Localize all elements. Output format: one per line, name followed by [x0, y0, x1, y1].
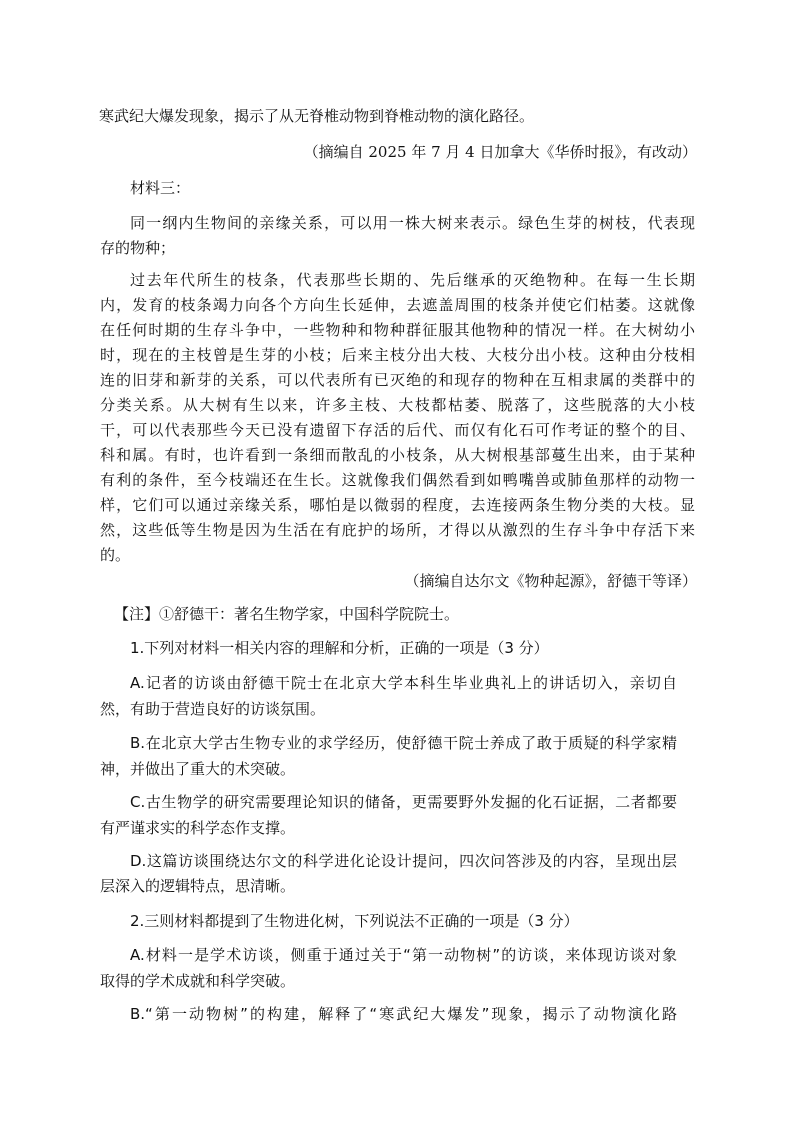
- option-b-line1: B.“第一动物树”的构建，解释了“寒武纪大爆发”现象，揭示了动物演化路: [130, 1005, 677, 1023]
- text-line: 分类关系。从大树有生以来，许多主枝、大枝都枯萎、脱落了，这些脱落的大小枝: [100, 396, 695, 414]
- question-2: 2.三则材料都提到了生物进化树，下列说法不正确的一项是（3 分）: [130, 912, 579, 930]
- text-line: 内，发育的枝条竭力向各个方向生长延伸，去遮盖周围的枝条并使它们枯萎。这就像: [100, 296, 695, 314]
- text-line: 过去年代所生的枝条，代表那些长期的、先后继承的灭绝物种。在每一生长期: [130, 271, 695, 289]
- footnote: 【注】①舒德干：著名生物学家，中国科学院院士。: [114, 605, 460, 623]
- text-line: 样，它们可以通过亲缘关系，哪怕是以微弱的程度，去连接两条生物分类的大枝。显: [100, 496, 695, 514]
- source-citation: （摘编自达尔文《物种起源》，舒德干等译）: [404, 572, 697, 590]
- option-c-line2: 有严谨求实的科学态作支撑。: [100, 819, 296, 837]
- option-a-line1: A.记者的访谈由舒德干院士在北京大学本科生毕业典礼上的讲话切入，亲切自: [130, 674, 677, 692]
- option-c-line1: C.古生物学的研究需要理论知识的储备，更需要野外发掘的化石证据，二者都要: [130, 793, 677, 811]
- text-line: 存的物种；: [100, 239, 176, 257]
- text-line: 科和属。有时，也许看到一条细而散乱的小枝条，从大树根基部蔓生出来，由于某种: [100, 446, 695, 464]
- text-line: 同一纲内生物间的亲缘关系，可以用一株大树来表示。绿色生芽的树枝，代表现: [130, 214, 695, 232]
- source-citation: （摘编自 2025 年 7 月 4 日加拿大《华侨时报》，有改动）: [303, 143, 697, 161]
- option-b-line1: B.在北京大学古生物专业的求学经历，使舒德干院士养成了敢于质疑的科学家精: [130, 734, 677, 752]
- text-line: 在任何时期的生存斗争中，一些物种和物种群征服其他物种的情况一样。在大树幼小: [100, 321, 695, 339]
- text-line: 有利的条件，至今枝端还在生长。这就像我们偶然看到如鸭嘴兽或肺鱼那样的动物一: [100, 471, 695, 489]
- option-a-line2: 然，有助于营造良好的访谈氛围。: [100, 700, 326, 718]
- option-a-line2: 取得的学术成就和科学突破。: [100, 972, 296, 990]
- option-d-line2: 层深入的逻辑特点，思清晰。: [100, 877, 296, 895]
- option-b-line2: 神，并做出了重大的术突破。: [100, 760, 296, 778]
- question-1: 1.下列对材料一相关内容的理解和分析，正确的一项是（3 分）: [130, 639, 549, 657]
- option-a-line1: A.材料一是学术访谈，侧重于通过关于“第一动物树”的访谈，来体现访谈对象: [130, 946, 677, 964]
- text-line: 的。: [100, 546, 131, 564]
- text-line: 寒武纪大爆发现象，揭示了从无脊椎动物到脊椎动物的演化路径。: [99, 107, 535, 125]
- text-line: 连的旧芽和新芽的关系，可以代表所有已灭绝的和现存的物种在互相隶属的类群中的: [100, 371, 695, 389]
- text-line: 然，这些低等生物是因为生活在有庇护的场所，才得以从激烈的生存斗争中存活下来: [100, 521, 695, 539]
- section-heading: 材料三：: [130, 179, 191, 197]
- option-d-line1: D.这篇访谈围绕达尔文的科学进化论设计提问，四次问答涉及的内容，呈现出层: [130, 852, 677, 870]
- text-line: 时，现在的主枝曾是生芽的小枝；后来主枝分出大枝、大枝分出小枝。这种由分枝相: [100, 346, 695, 364]
- text-line: 干，可以代表那些今天已没有遗留下存活的后代、而仅有化石可作考证的整个的目、: [100, 421, 695, 439]
